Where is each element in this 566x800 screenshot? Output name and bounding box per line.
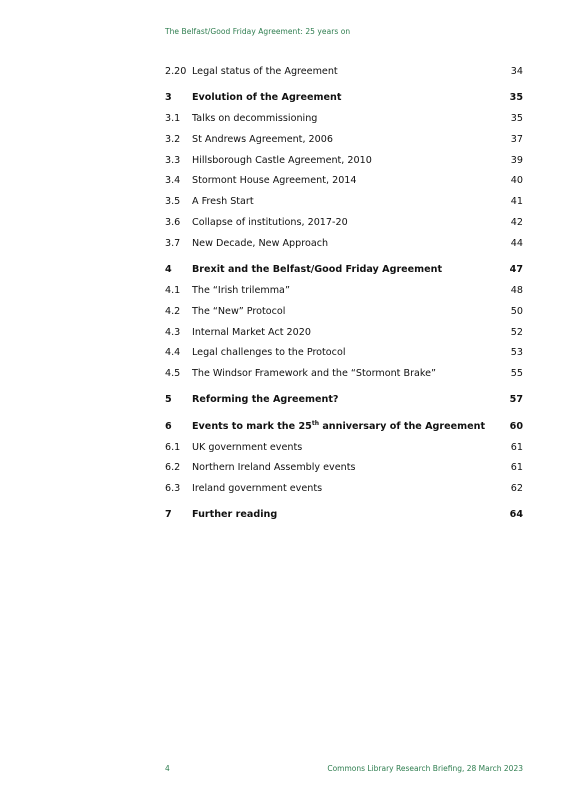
toc-entry-number: 3.6 <box>165 217 181 229</box>
toc-entry-number: 3.3 <box>165 154 181 166</box>
toc-entry[interactable] <box>165 130 523 151</box>
toc-entry[interactable] <box>165 213 523 234</box>
toc-entry-page: 39 <box>510 154 523 166</box>
toc-entry-title: Further reading <box>192 509 278 521</box>
toc-entry-title-part: anniversary of the Agreement <box>318 420 486 432</box>
toc-entry-number: 6 <box>165 420 172 432</box>
toc-entry-page: 62 <box>510 483 523 495</box>
toc-entry-page: 35 <box>509 92 523 104</box>
toc-entry-title: The “New” Protocol <box>192 305 286 317</box>
toc-entry-number: 4.2 <box>165 305 181 317</box>
toc-entry-title: Hillsborough Castle Agreement, 2010 <box>192 154 372 166</box>
toc-entry[interactable] <box>165 364 523 385</box>
toc-entry-page: 34 <box>510 66 523 77</box>
toc-entry-title: Talks on decommissioning <box>192 113 318 125</box>
toc-entry-number: 3.7 <box>165 237 181 249</box>
toc-entry-number: 4 <box>165 264 172 276</box>
toc-entry[interactable] <box>165 192 523 213</box>
toc-entry-number: 6.3 <box>165 483 181 495</box>
toc-entry-number: 4.3 <box>165 326 181 338</box>
toc-entry[interactable] <box>165 302 523 323</box>
toc-entry-number: 3.4 <box>165 175 181 187</box>
toc-entry-page: 47 <box>509 264 523 276</box>
toc-entry-title <box>192 417 485 438</box>
toc-entry-page: 41 <box>510 196 523 208</box>
toc-entry-title: St Andrews Agreement, 2006 <box>192 133 333 145</box>
toc-entry-title: Evolution of the Agreement <box>192 92 342 104</box>
toc-entry-page: 37 <box>510 133 523 145</box>
toc-entry[interactable] <box>165 171 523 192</box>
toc-entry[interactable] <box>165 323 523 344</box>
toc-entry-page: 64 <box>509 509 523 521</box>
toc-entry-page: 40 <box>510 175 523 187</box>
toc-entry-page: 42 <box>510 217 523 229</box>
toc-entry-number: 3.1 <box>165 113 181 125</box>
toc-chapter[interactable] <box>165 505 523 526</box>
toc-chapter[interactable] <box>165 417 523 438</box>
toc-entry-title: New Decade, New Approach <box>192 237 329 249</box>
toc-entry-page: 48 <box>510 284 523 296</box>
toc-entry-title: Collapse of institutions, 2017-20 <box>192 217 348 229</box>
toc-entry-title: The Windsor Framework and the “Stormont Brake” <box>192 368 436 380</box>
footer-page-number: 4 <box>165 764 170 773</box>
toc-entry[interactable] <box>165 151 523 172</box>
toc-entry-number: 4.5 <box>165 368 181 380</box>
toc-entry-number: 4.4 <box>165 347 181 359</box>
toc-entry-page: 61 <box>510 462 523 474</box>
toc-entry[interactable] <box>165 479 523 500</box>
toc-entry-page: 35 <box>510 113 523 125</box>
toc-entry-title: Stormont House Agreement, 2014 <box>192 175 357 187</box>
toc-entry-number: 6.1 <box>165 441 181 453</box>
toc-entry-number: 5 <box>165 394 172 406</box>
toc-entry[interactable] <box>165 62 523 83</box>
toc-entry-title: Internal Market Act 2020 <box>192 326 311 338</box>
toc-entry-page: 52 <box>510 326 523 338</box>
toc-entry-title: UK government events <box>192 441 303 453</box>
toc-entry-number: 3.2 <box>165 133 181 145</box>
toc-chapter[interactable] <box>165 88 523 109</box>
toc-entry[interactable] <box>165 234 523 255</box>
toc-entry-title: Reforming the Agreement? <box>192 394 339 406</box>
toc-entry-number: 4.1 <box>165 284 181 296</box>
toc-entry-page: 55 <box>510 368 523 380</box>
ordinal-suffix: th <box>311 419 319 427</box>
toc-entry-title: Northern Ireland Assembly events <box>192 462 356 474</box>
toc-entry-title: Ireland government events <box>192 483 323 495</box>
toc-entry-page: 57 <box>509 394 523 406</box>
toc-entry-page: 50 <box>510 305 523 317</box>
toc-entry-page: 60 <box>509 420 523 432</box>
toc-chapter[interactable] <box>165 260 523 281</box>
toc-entry[interactable] <box>165 458 523 479</box>
toc-entry-title: Legal status of the Agreement <box>192 66 338 77</box>
toc-entry-number: 2.20 <box>165 66 187 77</box>
toc-entry-page: 44 <box>510 237 523 249</box>
toc-entry-title: The “Irish trilemma” <box>192 284 290 296</box>
toc-entry-page: 61 <box>510 441 523 453</box>
toc-entry[interactable] <box>165 343 523 364</box>
toc-chapter[interactable] <box>165 390 523 411</box>
toc-entry-title: Legal challenges to the Protocol <box>192 347 346 359</box>
toc-entry[interactable] <box>165 438 523 459</box>
toc-entry-number: 6.2 <box>165 462 181 474</box>
toc-entry-title: Brexit and the Belfast/Good Friday Agreement <box>192 264 443 276</box>
toc-entry-number: 3 <box>165 92 172 104</box>
toc-entry-number: 7 <box>165 509 172 521</box>
table-of-contents <box>165 62 523 526</box>
toc-entry-page: 53 <box>510 347 523 359</box>
toc-entry-title: A Fresh Start <box>192 196 254 208</box>
running-header: The Belfast/Good Friday Agreement: 25 years on <box>165 27 351 36</box>
toc-entry[interactable] <box>165 109 523 130</box>
toc-entry-title-part: Events to mark the 25 <box>192 420 312 432</box>
footer-citation: Commons Library Research Briefing, 28 March 2023 <box>327 764 523 773</box>
toc-entry[interactable] <box>165 281 523 302</box>
toc-entry-number: 3.5 <box>165 196 181 208</box>
